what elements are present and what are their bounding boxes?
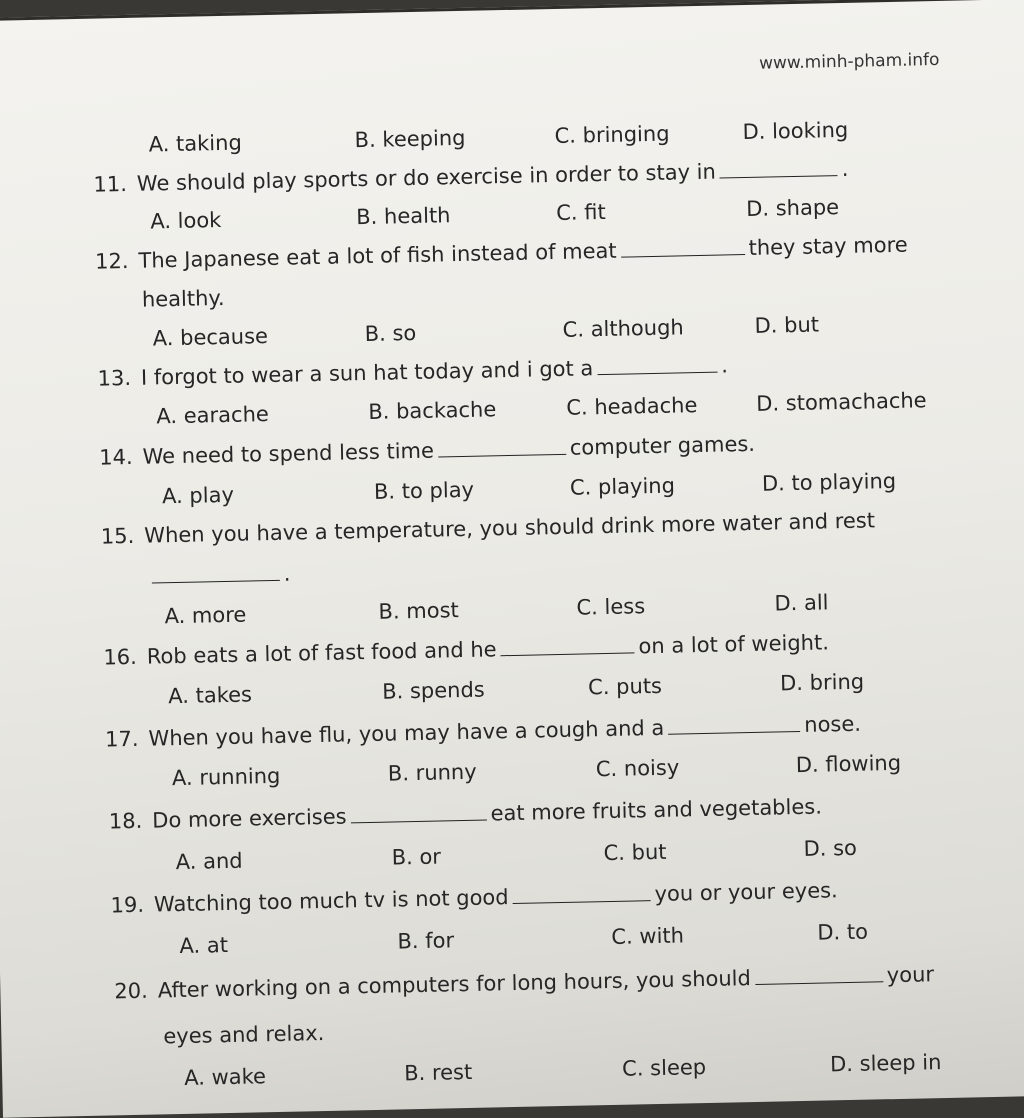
page-top-line <box>0 0 1024 21</box>
answer-blank <box>720 174 838 178</box>
q15-option-d: D. all <box>774 590 829 616</box>
question-18 <box>109 795 823 834</box>
question-14 <box>99 432 755 470</box>
question-15 <box>101 508 876 548</box>
q10-option-d: D. looking <box>742 117 849 145</box>
q10-option-a: A. taking <box>148 130 243 157</box>
question-text-after: you or your eyes. <box>654 878 838 907</box>
question-text-after: your <box>886 962 935 988</box>
question-number: 15. <box>100 523 135 549</box>
question-text: When you have a temperature, you should drink more water and rest <box>144 508 876 548</box>
q15-option-a: A. more <box>164 602 247 629</box>
question-19 <box>110 878 838 917</box>
question-number: 16. <box>103 644 138 670</box>
answer-blank <box>597 371 717 376</box>
question-number: 13. <box>97 365 132 391</box>
question-number: 12. <box>94 248 129 274</box>
q13-option-a: A. earache <box>156 402 270 429</box>
q18-option-d: D. so <box>803 835 858 861</box>
question-text-after: computer games. <box>569 431 756 460</box>
q17-option-b: B. runny <box>387 759 477 786</box>
question-20-continuation: eyes and relax. <box>163 1021 325 1049</box>
question-20 <box>114 962 934 1003</box>
q10-option-c: C. bringing <box>554 121 670 148</box>
question-text-after: eat more fruits and vegetables. <box>490 794 823 826</box>
question-17 <box>105 712 861 752</box>
answer-blank <box>513 899 651 904</box>
q11-option-b: B. health <box>356 203 451 230</box>
question-15-continuation <box>151 562 290 589</box>
q20-option-d: D. sleep in <box>829 1050 942 1077</box>
q17-option-a: A. running <box>171 763 281 791</box>
question-text: Do more exercises <box>152 804 347 833</box>
q12-option-b: B. so <box>364 320 417 347</box>
q11-option-a: A. look <box>150 207 222 234</box>
website-url: www.minh-pham.info <box>758 49 940 74</box>
q18-option-b: B. or <box>391 844 442 870</box>
question-text: Rob eats a lot of fast food and he <box>146 637 497 669</box>
answer-blank <box>668 730 800 735</box>
q20-option-c: C. sleep <box>621 1055 707 1081</box>
question-13 <box>97 353 728 390</box>
question-text: The Japanese eat a lot of fish instead of meat <box>138 238 617 273</box>
question-number: 17. <box>104 726 139 752</box>
answer-blank <box>501 651 635 656</box>
answer-blank <box>351 819 487 824</box>
question-text: We need to spend less time <box>142 438 435 469</box>
answer-blank <box>621 253 745 258</box>
q19-option-d: D. to <box>817 919 869 945</box>
q18-option-c: C. but <box>603 839 667 866</box>
question-text-after: . <box>721 353 729 378</box>
q17-option-d: D. flowing <box>795 750 902 778</box>
q17-option-c: C. noisy <box>595 755 680 782</box>
q19-option-a: A. at <box>179 933 229 959</box>
question-text: When you have flu, you may have a cough and a <box>148 715 665 751</box>
question-number: 14. <box>98 444 133 470</box>
question-text-after: nose. <box>803 711 862 737</box>
question-text-after: on a lot of weight. <box>638 630 830 659</box>
question-number: 11. <box>93 171 128 197</box>
q14-option-b: B. to play <box>373 477 475 504</box>
question-16 <box>103 630 829 669</box>
question-12 <box>95 233 908 274</box>
question-text: After working on a computers for long hours, you should <box>157 966 752 1003</box>
question-text: Watching too much tv is not good <box>153 885 509 917</box>
q19-option-c: C. with <box>611 923 685 949</box>
q12-option-a: A. because <box>152 324 269 351</box>
question-text-after: . <box>283 561 291 586</box>
q13-option-d: D. stomachache <box>755 388 927 416</box>
q18-option-a: A. and <box>175 848 243 875</box>
question-number: 18. <box>108 808 143 834</box>
q20-option-b: B. rest <box>403 1059 473 1086</box>
q14-option-d: D. to playing <box>761 468 897 496</box>
q16-option-d: D. bring <box>779 669 865 696</box>
q16-option-b: B. spends <box>381 677 485 704</box>
q11-option-c: C. fit <box>555 199 606 225</box>
question-text: I forgot to wear a sun hat today and i got a <box>140 356 594 390</box>
q13-option-b: B. backache <box>368 397 497 424</box>
answer-blank <box>438 453 566 458</box>
q11-option-d: D. shape <box>745 195 840 221</box>
question-text-after: they stay more <box>748 232 908 260</box>
question-number: 19. <box>110 892 145 918</box>
q13-option-c: C. headache <box>566 393 698 420</box>
q12-option-d: D. but <box>754 312 820 338</box>
q14-option-a: A. play <box>161 482 235 509</box>
q19-option-b: B. for <box>397 928 455 954</box>
q12-option-c: C. although <box>562 315 684 342</box>
question-text-after: . <box>841 156 849 181</box>
question-12-continuation: healthy. <box>141 285 225 312</box>
q10-option-b: B. keeping <box>354 125 466 153</box>
question-number: 20. <box>114 978 149 1004</box>
q16-option-a: A. takes <box>167 682 253 709</box>
question-text: We should play sports or do exercise in order to stay in <box>136 159 717 196</box>
answer-blank <box>152 579 280 584</box>
question-11 <box>93 157 848 197</box>
q14-option-c: C. playing <box>569 473 676 500</box>
q15-option-b: B. most <box>378 598 460 624</box>
q15-option-c: C. less <box>576 594 646 620</box>
answer-blank <box>755 980 883 985</box>
q20-option-a: A. wake <box>183 1064 267 1090</box>
q16-option-c: C. puts <box>587 673 663 700</box>
